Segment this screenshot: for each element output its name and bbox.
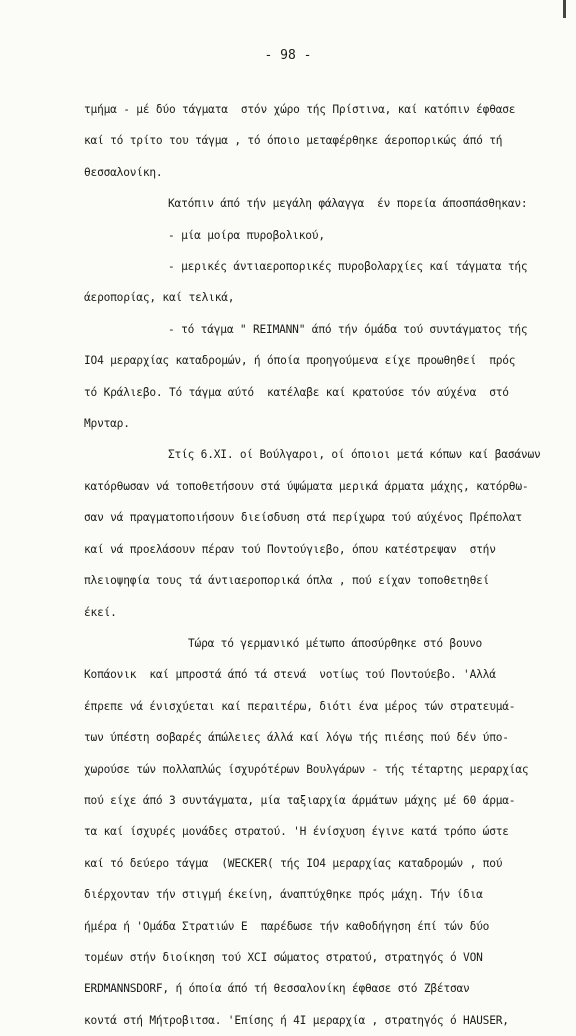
text-line: Μρνταρ.: [84, 417, 130, 431]
page-number: - 98 -: [264, 48, 312, 63]
text-line: των ύπέστη σοβαρές άπώλειες άλλά καί λόγω τής πιέσης πού δέν ύπο-: [84, 731, 509, 745]
text-line: Στίς 6.XI. οί Βούλγαροι, οί όποιοι μετά κόπων καί βασάνων: [168, 448, 541, 462]
text-line: σαν νά πραγματοποιήσουν διείσδυση στά περίχωρα τού αύχένος Πρέπολατ: [84, 511, 522, 525]
edge-scan-mark: [563, 0, 566, 18]
text-line: θεσσαλονίκη.: [84, 165, 163, 179]
text-line: έπρεπε νά ένισχύεται καί περαιτέρω, διότι ένα μέρος τών στρατευμά-: [84, 699, 516, 713]
body-text: [84, 94, 554, 1036]
text-line: - μία μοίρα πυροβολικού,: [168, 228, 325, 242]
text-line: άεροπορίας, καί τελικά,: [84, 291, 235, 305]
text-line: Τώρα τό γερμανικό μέτωπο άποσύρθηκε στό βουνο: [188, 636, 483, 650]
text-line: καί τό τρίτο του τάγμα , τό όποιο μεταφέρθηκε άεροπορικώς άπό τή: [84, 134, 503, 148]
text-line: ήμέρα ή 'Ομάδα Στρατιών Ε παρέδωσε τήν καθοδήγηση έπί τών δύο: [84, 919, 490, 933]
text-line: Κατόπιν άπό τήν μεγάλη φάλαγγα έν πορεία άποσπάσθηκαν:: [168, 197, 528, 211]
text-line: χωρούσε τών πολλαπλώς ίσχυρότέρων Βουλγάρων - τής τέταρτης μεραρχίας: [84, 762, 529, 776]
text-line: τομέων στήν διοίκηση τού XCI σώματος στρατού, στρατηγός ό VON: [84, 950, 483, 964]
text-line: καί νά προελάσουν πέραν τού Ποντούγιεβο, όπου κατέστρεψαν στήν: [84, 542, 496, 556]
text-line: πλειοψηφία τους τά άντιαεροπορικά όπλα , πού είχαν τοποθετηθεί: [84, 574, 490, 588]
text-line: IO4 μεραρχίας καταδρομών, ή όποία προηγούμενα είχε προωθηθεί πρός: [84, 354, 516, 368]
text-line: τμήμα - μέ δύο τάγματα στόν χώρο τής Πρίστινα, καί κατόπιν έφθασε: [84, 103, 516, 116]
text-line: πού είχε άπό 3 συντάγματα, μία ταξιαρχία άρμάτων μάχης μέ 60 άρμα-: [84, 793, 516, 807]
text-line: έκεί.: [84, 605, 117, 619]
text-line: Κοπάονικ καί μπροστά άπό τά στενά νοτίως τού Ποντούεβο. 'Αλλά: [84, 668, 496, 682]
text-line: ERDMANNSDORF, ή όποία άπό τή θεσσαλονίκη έφθασε στό Ζβέτσαν: [84, 982, 470, 996]
text-line: τό Κράλιεβο. Τό τάγμα αύτό κατέλαβε καί κρατούσε τόν αύχένα στό: [84, 385, 509, 399]
text-line: - μερικές άντιαεροπορικές πυροβολαρχίες καί τάγματα τής: [168, 260, 528, 274]
text-line: κατόρθωσαν νά τοποθετήσουν στά ύψώματα μερικά άρματα μάχης, κατόρθω-: [84, 479, 529, 493]
text-line: καί τό δεύερο τάγμα (WECKER( τής IO4 μεραρχίας καταδρομών , πού: [84, 856, 503, 870]
text-line: - τό τάγμα " REIMANN" άπό τήν όμάδα τού συντάγματος τής: [168, 322, 528, 336]
text-line: τα καί ίσχυρές μονάδες στρατού. 'Η ένίσχυση έγινε κατά τρόπο ώστε: [84, 825, 509, 839]
text-line: διέρχονταν τήν στιγμή έκείνη, άναπτύχθηκε πρός μάχη. Τήν ίδια: [84, 888, 483, 902]
text-line: κοντά στή Μήτροβιτσα. 'Επίσης ή 4Ι μεραρχία , στρατηγός ό HAUSER,: [84, 1013, 509, 1027]
